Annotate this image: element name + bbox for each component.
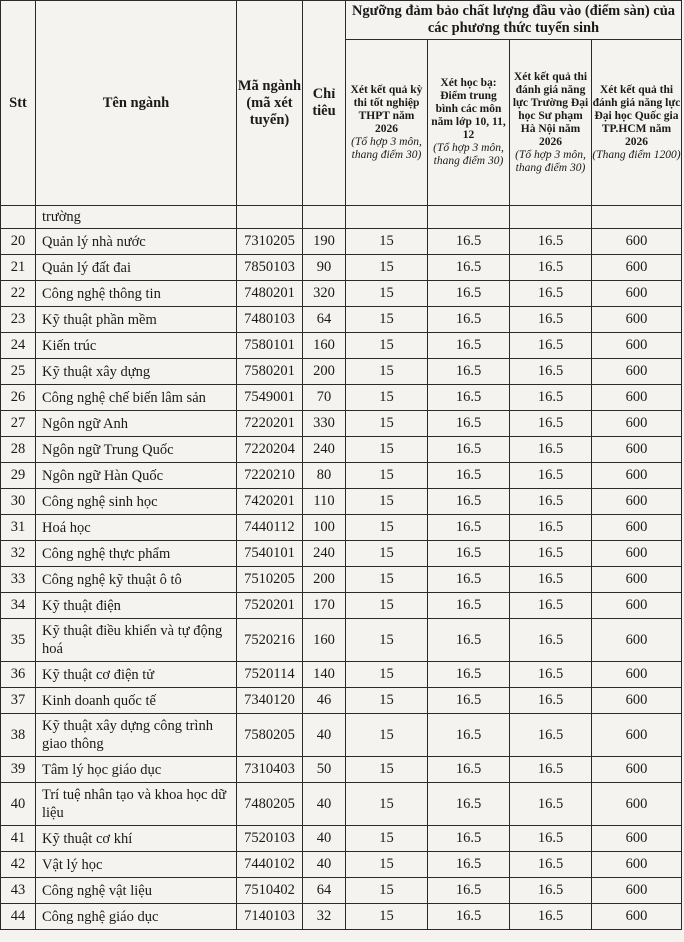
header-method-2 [428,40,510,206]
cell-stt: 39 [1,757,36,783]
cell-diem-hoc-ba: 16.5 [428,878,510,904]
cell-diem-thpt: 15 [346,307,428,333]
cell-ten-nganh: Kỹ thuật cơ điện tử [36,662,237,688]
cell-diem-hoc-ba: 16.5 [428,437,510,463]
cell-stt: 44 [1,904,36,930]
cell-stt: 21 [1,255,36,281]
table-row [1,619,682,662]
cell-stt: 41 [1,826,36,852]
cell-stt: 24 [1,333,36,359]
cell-ma-nganh: 7420201 [237,489,303,515]
cell-stt: 26 [1,385,36,411]
table-row [1,437,682,463]
continuation-row [1,206,682,229]
cell-diem-hoc-ba: 16.5 [428,515,510,541]
cell-stt: 27 [1,411,36,437]
cell-ten-nganh: Công nghệ chế biến lâm sản [36,385,237,411]
cell-ma-nganh: 7520103 [237,826,303,852]
cell-chi-tieu: 160 [303,619,346,662]
cell-ma-nganh: 7580205 [237,714,303,757]
cell-diem-thpt: 15 [346,593,428,619]
cell-diem-hoc-ba: 16.5 [428,541,510,567]
cell-ten-nganh: Kỹ thuật phần mềm [36,307,237,333]
cell-diem-thpt: 15 [346,489,428,515]
header-ten-nganh: Tên ngành [36,1,237,206]
cell-ma-nganh: 7340120 [237,688,303,714]
cell-diem-dgnl-sp: 16.5 [510,385,592,411]
cell-ten-nganh: Công nghệ thông tin [36,281,237,307]
cell-ten-nganh: Công nghệ sinh học [36,489,237,515]
cell-diem-thpt: 15 [346,688,428,714]
table-row [1,281,682,307]
cell-ma-nganh: 7480201 [237,281,303,307]
header-ma-nganh: Mã ngành (mã xét tuyển) [237,1,303,206]
cell-diem-hoc-ba: 16.5 [428,489,510,515]
cell-diem-thpt: 15 [346,437,428,463]
cell-ten-nganh: Kỹ thuật điện [36,593,237,619]
cell-diem-thpt: 15 [346,714,428,757]
cell-diem-thpt: 15 [346,619,428,662]
cell-chi-tieu: 40 [303,826,346,852]
cell-ten-nganh: Ngôn ngữ Trung Quốc [36,437,237,463]
table-row [1,852,682,878]
cell-diem-thpt: 15 [346,662,428,688]
cell-diem-dgnl-hcm: 600 [592,619,682,662]
cell-ma-nganh: 7549001 [237,385,303,411]
cell-diem-hoc-ba: 16.5 [428,307,510,333]
cell-stt [1,206,36,229]
header-method-note: (Thang điểm 1200) [592,148,681,161]
cell-chi-tieu: 240 [303,541,346,567]
header-method-note: (Tổ hợp 3 môn, thang điểm 30) [351,135,422,161]
cell-diem-dgnl-hcm: 600 [592,783,682,826]
cell-diem-thpt: 15 [346,852,428,878]
cell-diem-thpt: 15 [346,783,428,826]
cell-diem-hoc-ba: 16.5 [428,852,510,878]
cell-m4 [592,206,682,229]
cell-diem-dgnl-hcm: 600 [592,411,682,437]
cell-chi-tieu: 140 [303,662,346,688]
cell-diem-hoc-ba: 16.5 [428,411,510,437]
header-stt: Stt [1,1,36,206]
cell-ten-nganh: Quản lý đất đai [36,255,237,281]
cell-stt: 32 [1,541,36,567]
table-row [1,688,682,714]
cell-diem-dgnl-hcm: 600 [592,359,682,385]
table-row [1,255,682,281]
cell-diem-hoc-ba: 16.5 [428,714,510,757]
cell-chi-tieu: 64 [303,878,346,904]
cell-ten-nganh: Kỹ thuật xây dựng công trình giao thông [36,714,237,757]
table-row [1,359,682,385]
cell-stt: 35 [1,619,36,662]
cell-diem-dgnl-hcm: 600 [592,878,682,904]
cell-ten-nganh: Ngôn ngữ Anh [36,411,237,437]
cell-diem-thpt: 15 [346,255,428,281]
cell-chi-tieu: 40 [303,852,346,878]
cell-chi-tieu: 160 [303,333,346,359]
cell-ma-nganh: 7310205 [237,229,303,255]
cell-diem-dgnl-hcm: 600 [592,714,682,757]
cell-diem-dgnl-sp: 16.5 [510,463,592,489]
cell-diem-dgnl-hcm: 600 [592,333,682,359]
cell-ten-nganh: Hoá học [36,515,237,541]
header-method-title: Xét học bạ: Điểm trung bình các môn năm lớp 10, 11, 12 [431,77,506,141]
cell-stt: 25 [1,359,36,385]
cell-diem-dgnl-sp: 16.5 [510,541,592,567]
cell-diem-thpt: 15 [346,567,428,593]
cell-stt: 23 [1,307,36,333]
cell-ten-nganh: Ngôn ngữ Hàn Quốc [36,463,237,489]
cell-diem-dgnl-sp: 16.5 [510,852,592,878]
cell-chi-tieu: 40 [303,783,346,826]
cell-diem-dgnl-hcm: 600 [592,904,682,930]
table-row [1,463,682,489]
cell-diem-dgnl-hcm: 600 [592,515,682,541]
cell-diem-dgnl-hcm: 600 [592,307,682,333]
cell-diem-dgnl-sp: 16.5 [510,619,592,662]
header-method-1 [346,40,428,206]
cell-diem-dgnl-hcm: 600 [592,593,682,619]
cell-chi-tieu: 320 [303,281,346,307]
cell-ma-nganh: 7850103 [237,255,303,281]
table-row [1,826,682,852]
cell-ma-nganh: 7220204 [237,437,303,463]
cell-ma-nganh: 7520216 [237,619,303,662]
cell-stt: 43 [1,878,36,904]
cell-diem-dgnl-sp: 16.5 [510,757,592,783]
table-row [1,333,682,359]
cell-diem-hoc-ba: 16.5 [428,757,510,783]
cell-diem-hoc-ba: 16.5 [428,359,510,385]
cell-continuation-text: trường [36,206,237,229]
cell-diem-dgnl-sp: 16.5 [510,255,592,281]
cell-ma-nganh: 7220201 [237,411,303,437]
table-row [1,229,682,255]
header-method-title: Xét kết quả kỳ thi tốt nghiệp THPT năm 2026 [350,83,423,135]
cell-stt: 40 [1,783,36,826]
cell-chi-tieu: 190 [303,229,346,255]
cell-diem-dgnl-hcm: 600 [592,281,682,307]
header-method-title: Xét kết quả thi đánh giá năng lực Đại học Quốc gia TP.HCM năm 2026 [592,83,681,148]
cell-diem-thpt: 15 [346,333,428,359]
cell-ten-nganh: Trí tuệ nhân tạo và khoa học dữ liệu [36,783,237,826]
cell-chi-tieu: 70 [303,385,346,411]
cell-diem-dgnl-sp: 16.5 [510,688,592,714]
table-row [1,385,682,411]
cell-diem-thpt: 15 [346,463,428,489]
cell-diem-dgnl-sp: 16.5 [510,904,592,930]
cell-diem-hoc-ba: 16.5 [428,688,510,714]
cell-diem-dgnl-sp: 16.5 [510,826,592,852]
table-body [1,206,682,930]
cell-chi-tieu: 46 [303,688,346,714]
cell-diem-thpt: 15 [346,229,428,255]
cell-ten-nganh: Công nghệ thực phẩm [36,541,237,567]
cell-stt: 28 [1,437,36,463]
header-method-3 [510,40,592,206]
cell-diem-thpt: 15 [346,757,428,783]
cell-diem-hoc-ba: 16.5 [428,826,510,852]
cell-m3 [510,206,592,229]
cell-stt: 30 [1,489,36,515]
cell-ma-nganh: 7440112 [237,515,303,541]
cell-chi-tieu: 90 [303,255,346,281]
cell-ten-nganh: Kỹ thuật cơ khí [36,826,237,852]
cell-ma-nganh: 7510402 [237,878,303,904]
cell-ma-nganh: 7310403 [237,757,303,783]
cell-diem-hoc-ba: 16.5 [428,333,510,359]
cell-ma-nganh: 7520201 [237,593,303,619]
cell-diem-dgnl-sp: 16.5 [510,515,592,541]
cell-stt: 34 [1,593,36,619]
cell-ma-nganh: 7220210 [237,463,303,489]
cell-stt: 38 [1,714,36,757]
cell-diem-dgnl-sp: 16.5 [510,567,592,593]
cell-diem-dgnl-sp: 16.5 [510,437,592,463]
cell-diem-thpt: 15 [346,904,428,930]
header-method-title: Xét kết quả thi đánh giá năng lực Trường Đại học Sư phạm Hà Nội năm 2026 [512,70,589,148]
cell-diem-dgnl-sp: 16.5 [510,878,592,904]
cell-diem-dgnl-hcm: 600 [592,688,682,714]
cell-diem-dgnl-hcm: 600 [592,852,682,878]
cell-diem-dgnl-hcm: 600 [592,229,682,255]
cell-diem-dgnl-sp: 16.5 [510,281,592,307]
cell-stt: 29 [1,463,36,489]
cell-diem-thpt: 15 [346,385,428,411]
cell-ma-nganh: 7140103 [237,904,303,930]
cell-ten-nganh: Kinh doanh quốc tế [36,688,237,714]
cell-m1 [346,206,428,229]
cell-stt: 33 [1,567,36,593]
cell-chi-tieu: 50 [303,757,346,783]
cell-chi-tieu: 32 [303,904,346,930]
cell-chi-tieu: 200 [303,359,346,385]
cell-diem-hoc-ba: 16.5 [428,783,510,826]
cell-diem-thpt: 15 [346,281,428,307]
table-row [1,593,682,619]
cell-ma-nganh: 7580201 [237,359,303,385]
cell-chi [303,206,346,229]
cell-diem-dgnl-sp: 16.5 [510,714,592,757]
cell-chi-tieu: 64 [303,307,346,333]
cell-chi-tieu: 80 [303,463,346,489]
table-row [1,489,682,515]
cell-diem-hoc-ba: 16.5 [428,662,510,688]
cell-chi-tieu: 170 [303,593,346,619]
cell-chi-tieu: 100 [303,515,346,541]
cell-stt: 31 [1,515,36,541]
cell-diem-dgnl-sp: 16.5 [510,783,592,826]
cell-stt: 22 [1,281,36,307]
cell-chi-tieu: 40 [303,714,346,757]
table-row [1,411,682,437]
cell-diem-dgnl-sp: 16.5 [510,489,592,515]
cell-diem-hoc-ba: 16.5 [428,255,510,281]
cell-diem-dgnl-sp: 16.5 [510,411,592,437]
cell-ten-nganh: Vật lý học [36,852,237,878]
cell-ma-nganh: 7520114 [237,662,303,688]
cell-stt: 42 [1,852,36,878]
cell-diem-dgnl-hcm: 600 [592,826,682,852]
cell-diem-dgnl-sp: 16.5 [510,359,592,385]
cell-diem-dgnl-hcm: 600 [592,567,682,593]
cell-diem-thpt: 15 [346,826,428,852]
cell-chi-tieu: 240 [303,437,346,463]
table-row [1,307,682,333]
cell-ten-nganh: Kỹ thuật điều khiển và tự động hoá [36,619,237,662]
cell-diem-thpt: 15 [346,411,428,437]
cell-diem-thpt: 15 [346,541,428,567]
cell-diem-hoc-ba: 16.5 [428,567,510,593]
table-row [1,662,682,688]
table-row [1,783,682,826]
header-method-note: (Tổ hợp 3 môn, thang điểm 30) [515,148,586,174]
cell-diem-dgnl-hcm: 600 [592,489,682,515]
table-row [1,515,682,541]
cell-ma [237,206,303,229]
cell-diem-hoc-ba: 16.5 [428,281,510,307]
cell-diem-dgnl-sp: 16.5 [510,593,592,619]
header-method-4 [592,40,682,206]
cell-diem-dgnl-hcm: 600 [592,541,682,567]
cell-ma-nganh: 7480205 [237,783,303,826]
cell-ten-nganh: Kỹ thuật xây dựng [36,359,237,385]
cell-diem-dgnl-sp: 16.5 [510,333,592,359]
table-row [1,878,682,904]
cell-diem-dgnl-hcm: 600 [592,437,682,463]
cell-diem-dgnl-hcm: 600 [592,463,682,489]
cell-diem-dgnl-hcm: 600 [592,662,682,688]
cell-ten-nganh: Kiến trúc [36,333,237,359]
table-row [1,757,682,783]
cell-diem-thpt: 15 [346,878,428,904]
cell-diem-hoc-ba: 16.5 [428,385,510,411]
cell-ten-nganh: Quản lý nhà nước [36,229,237,255]
cell-diem-thpt: 15 [346,359,428,385]
cell-ma-nganh: 7440102 [237,852,303,878]
cell-diem-hoc-ba: 16.5 [428,463,510,489]
cell-diem-hoc-ba: 16.5 [428,619,510,662]
cell-ten-nganh: Công nghệ kỹ thuật ô tô [36,567,237,593]
cell-chi-tieu: 200 [303,567,346,593]
cell-ma-nganh: 7540101 [237,541,303,567]
cell-diem-hoc-ba: 16.5 [428,229,510,255]
cell-ma-nganh: 7580101 [237,333,303,359]
cell-ma-nganh: 7510205 [237,567,303,593]
table-row [1,567,682,593]
cell-diem-thpt: 15 [346,515,428,541]
cell-diem-dgnl-hcm: 600 [592,385,682,411]
table-row [1,904,682,930]
table-row [1,541,682,567]
cell-ten-nganh: Công nghệ giáo dục [36,904,237,930]
cell-stt: 20 [1,229,36,255]
cell-diem-dgnl-sp: 16.5 [510,662,592,688]
cell-stt: 36 [1,662,36,688]
header-chi-tieu: Chỉ tiêu [303,1,346,206]
cell-chi-tieu: 330 [303,411,346,437]
cell-diem-dgnl-hcm: 600 [592,255,682,281]
cell-ten-nganh: Công nghệ vật liệu [36,878,237,904]
cell-stt: 37 [1,688,36,714]
header-method-note: (Tổ hợp 3 môn, thang điểm 30) [433,142,504,167]
cell-diem-hoc-ba: 16.5 [428,593,510,619]
cell-diem-dgnl-sp: 16.5 [510,229,592,255]
cell-m2 [428,206,510,229]
table-row [1,714,682,757]
cell-diem-dgnl-hcm: 600 [592,757,682,783]
header-group-title: Ngưỡng đảm bảo chất lượng đầu vào (điểm sàn) của các phương thức tuyển sinh [346,1,682,40]
cell-ma-nganh: 7480103 [237,307,303,333]
cell-diem-hoc-ba: 16.5 [428,904,510,930]
cell-diem-dgnl-sp: 16.5 [510,307,592,333]
cell-chi-tieu: 110 [303,489,346,515]
cell-ten-nganh: Tâm lý học giáo dục [36,757,237,783]
